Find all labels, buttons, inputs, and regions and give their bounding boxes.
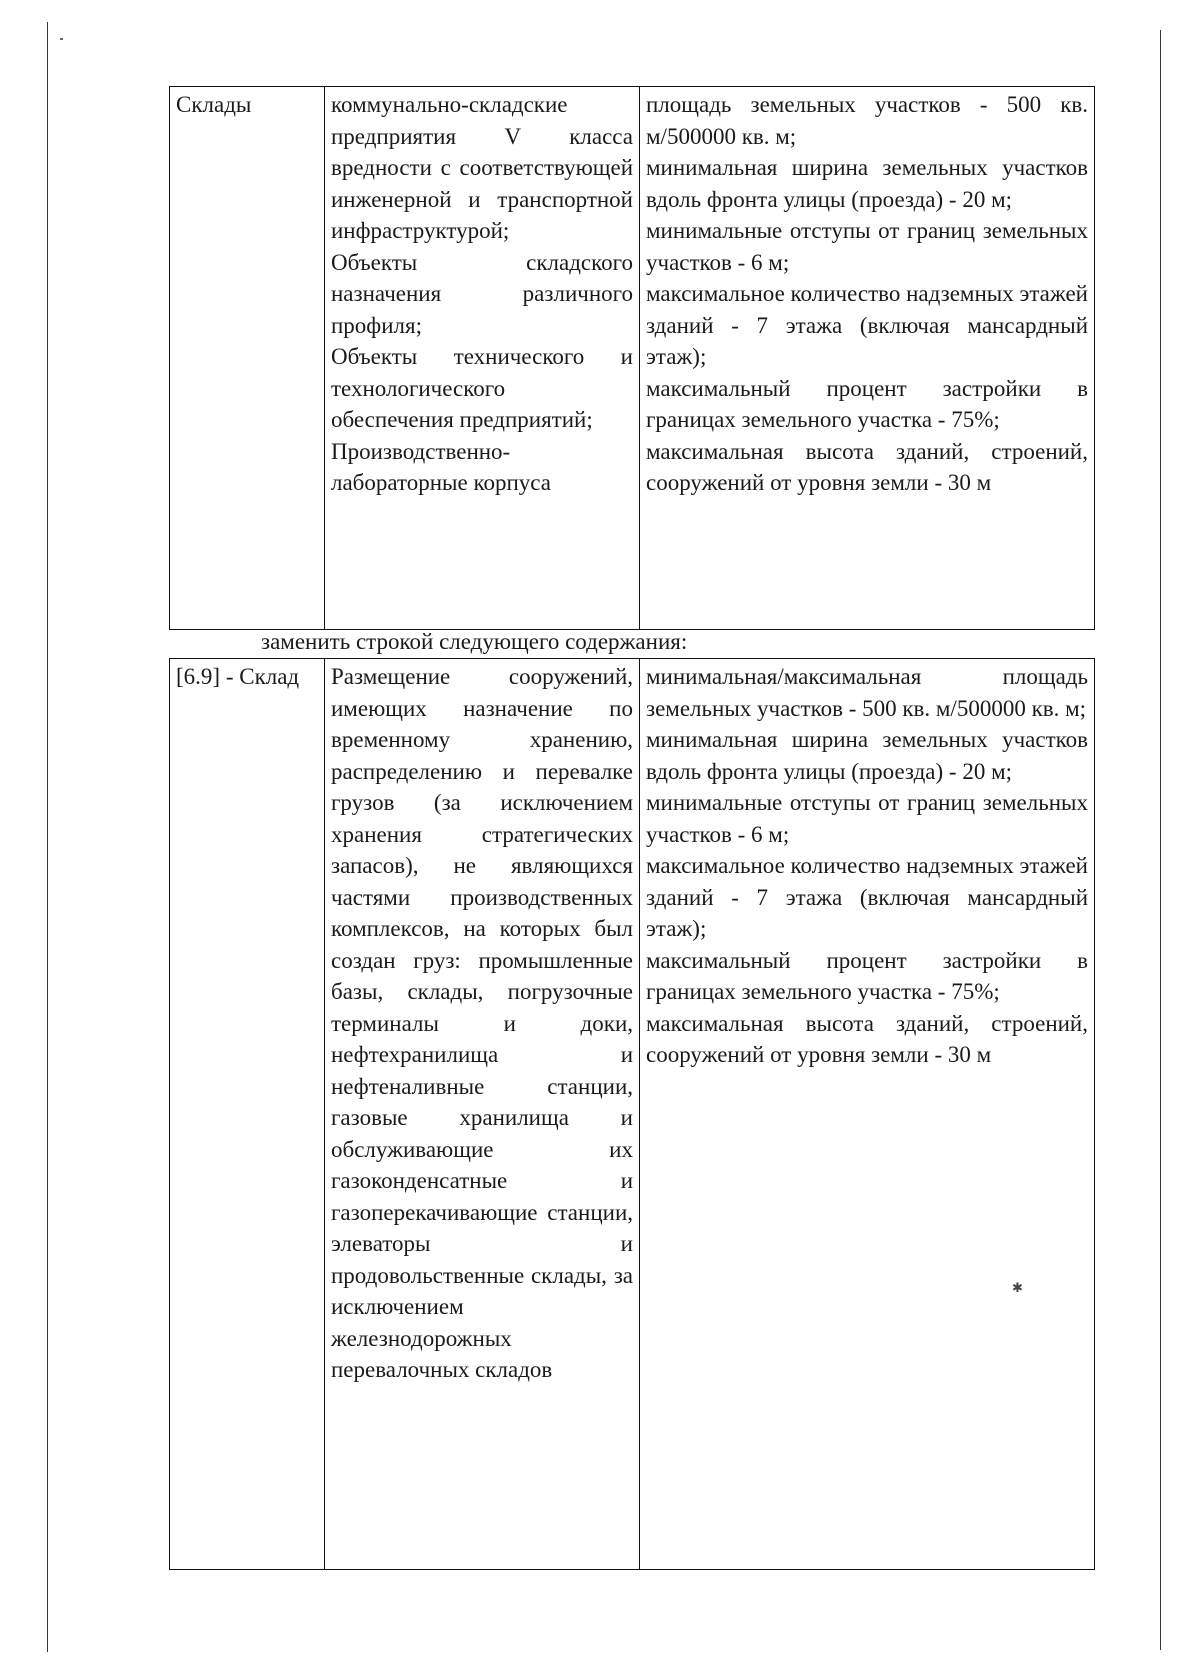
replace-instruction: заменить строкой следующего содержания: bbox=[261, 629, 688, 654]
new-row-params-cell bbox=[640, 659, 1095, 1570]
new-row-code: [6.9] - Склад bbox=[176, 664, 300, 689]
new-row-uses: Размещение сооружений, имеющих назначение по временному хранению, распределению и перевалке грузов (за исключением хранения стратегических запасов), не являющихся частями производственных комплексов, на которых был создан груз: промышленные базы, склады, погрузочные терминалы и доки, нефтехранилища и нефтеналивные станции, газовые хранилища и обслуживающие их газоконденсатные и газоперекачивающие станции, элеваторы и продовольственные склады, за исключением железнодорожных перевалочных складов bbox=[331, 664, 633, 1382]
page-left-edge-line bbox=[47, 22, 48, 1652]
table-row bbox=[170, 659, 1095, 1570]
original-row-params: площадь земельных участков - 500 кв. м/500000 кв. м; минимальная ширина земельных участков вдоль фронта улицы (проезда) - 20 м; минимальные отступы от границ земельных участков - 6 м; максимальное количество надземных этажей зданий - 7 этажа (включая мансардный этаж); максимальный процент застройки в границах земельного участка - 75%; максимальная высота зданий, строений, сооружений от уровня земли - 30 м bbox=[646, 92, 1088, 495]
new-row-code-cell bbox=[170, 659, 325, 1570]
new-row-table bbox=[169, 658, 1095, 1570]
page-right-edge-line bbox=[1160, 30, 1161, 1650]
original-row-params-cell bbox=[640, 87, 1095, 630]
table-row bbox=[170, 87, 1095, 630]
new-row-params: минимальная/максимальная площадь земельных участков - 500 кв. м/500000 кв. м; минимальная ширина земельных участков вдоль фронта улицы (проезда) - 20 м; минимальные отступы от границ земельных участков - 6 м; максимальное количество надземных этажей зданий - 7 этажа (включая мансардный этаж); максимальный процент застройки в границах земельного участка - 75%; максимальная высота зданий, строений, сооружений от уровня земли - 30 м bbox=[646, 664, 1088, 1067]
original-row-name-cell bbox=[170, 87, 325, 630]
original-row-name: Склады bbox=[176, 92, 252, 117]
original-row-table bbox=[169, 86, 1095, 630]
scan-mark: ✱ bbox=[1012, 1280, 1023, 1295]
scan-speck bbox=[60, 38, 63, 40]
original-row-uses-cell bbox=[325, 87, 640, 630]
new-row-uses-cell bbox=[325, 659, 640, 1570]
original-row-uses: коммунально-складские предприятия V класса вредности с соответствующей инженерной и транспортной инфраструктурой; Объекты складского назначения различного профиля; Объекты технического и технологического обеспечения предприятий; Производственно-лабораторные корпуса bbox=[331, 92, 633, 495]
